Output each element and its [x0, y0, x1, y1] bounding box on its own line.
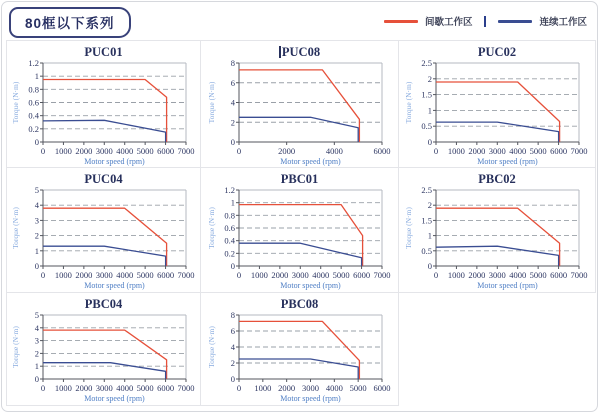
continuous-line [436, 122, 559, 142]
continuous-line [436, 246, 559, 266]
tick-label: 1 [427, 230, 432, 241]
tick-label: 0 [34, 261, 39, 271]
tick-label: 6 [230, 326, 235, 336]
chart-panel-pbc08 [201, 293, 399, 406]
tick-label: 2 [230, 358, 235, 368]
tick-label: 0 [34, 374, 39, 384]
chart-title-text: PUC08 [281, 44, 321, 59]
tick-label: 0 [40, 146, 45, 156]
tick-label: 3000 [488, 270, 506, 280]
header [2, 2, 597, 40]
chart-title [279, 44, 320, 59]
intermittent-line [239, 70, 359, 142]
chart-panel-puc01 [6, 40, 201, 168]
x-axis-label: Motor speed (rpm) [477, 281, 538, 290]
x-axis-label: Motor speed (rpm) [83, 281, 145, 290]
tick-label: 2000 [74, 146, 92, 156]
continuous-line [43, 120, 166, 142]
tick-label: 1 [34, 245, 39, 256]
chart-plot [205, 186, 395, 291]
tick-label: 6000 [373, 146, 390, 156]
tick-label: 0.2 [223, 248, 235, 259]
tick-label: 4 [34, 322, 39, 333]
continuous-line [239, 243, 362, 266]
tick-label: 2000 [468, 270, 486, 280]
y-axis-label: Torque (N·m) [10, 326, 20, 368]
continuous-line [239, 117, 358, 142]
intermittent-line [43, 208, 167, 266]
tick-label: 7000 [373, 270, 390, 280]
chart-title [281, 171, 319, 186]
tick-label: 5000 [349, 383, 367, 393]
tick-label: 0 [236, 270, 241, 280]
x-axis-label: Motor speed (rpm) [83, 394, 145, 403]
chart-plot [402, 186, 592, 291]
tick-label: 1000 [253, 383, 271, 393]
tick-label: 0.4 [223, 235, 235, 246]
intermittent-line-swatch [384, 20, 418, 23]
chart-panel-pbc02 [399, 168, 596, 293]
tick-label: 0.8 [27, 84, 39, 95]
y-axis-label: Torque (N·m) [404, 207, 413, 249]
tick-label: 0 [40, 383, 45, 393]
chart-title [84, 44, 122, 59]
tick-label: 5000 [332, 270, 350, 280]
chart-grid [6, 40, 597, 406]
tick-label: 1000 [250, 270, 268, 280]
tick-label: 0 [236, 146, 241, 156]
tick-label: 5 [34, 311, 39, 320]
tick-label: 3000 [291, 270, 309, 280]
tick-label: 2000 [468, 146, 486, 156]
tick-label: 1000 [54, 383, 72, 393]
tick-label: 7000 [177, 146, 194, 156]
y-axis-label: Torque (N·m) [10, 207, 20, 249]
tick-label: 2000 [74, 383, 92, 393]
tick-label: 5000 [529, 270, 547, 280]
tick-label: 6000 [373, 383, 390, 393]
tick-label: 4 [230, 97, 235, 108]
tick-label: 0 [230, 137, 235, 147]
tick-label: 0 [433, 146, 439, 156]
tick-label: 6000 [156, 146, 174, 156]
series-title: 80框以下系列 [25, 15, 115, 31]
tick-label: 3 [34, 215, 39, 226]
chart-panel-puc08 [201, 40, 399, 168]
x-axis-label: Motor speed (rpm) [477, 157, 538, 166]
tick-label: 2 [34, 348, 39, 359]
tick-label: 5000 [136, 270, 154, 280]
tick-label: 1.2 [27, 59, 39, 68]
continuous-line [43, 363, 166, 379]
chart-title-text: PBC04 [84, 296, 123, 311]
tick-label: 2000 [270, 270, 288, 280]
tick-label: 1.5 [421, 89, 432, 100]
tick-label: 0.4 [27, 110, 39, 121]
tick-label: 0 [236, 383, 241, 393]
tick-label: 0 [34, 137, 39, 147]
tick-label: 2 [427, 73, 432, 84]
tick-label: 6 [230, 77, 235, 88]
continuous-line-swatch [498, 20, 532, 23]
intermittent-line [43, 80, 167, 143]
tick-label: 4000 [115, 270, 133, 280]
tick-label: 4 [34, 200, 39, 211]
chart-title-text: PUC02 [477, 44, 517, 59]
tick-label: 4000 [115, 383, 133, 393]
tick-label: 2.5 [421, 186, 432, 195]
chart-title [84, 171, 122, 186]
empty-cell [399, 293, 596, 406]
tick-label: 7000 [570, 146, 588, 156]
intermittent-line [239, 205, 363, 266]
series-title-badge [9, 7, 131, 38]
tick-label: 2.5 [421, 59, 432, 68]
chart-plot [205, 59, 395, 167]
chart-plot [9, 59, 199, 167]
tick-label: 0.5 [421, 121, 432, 132]
x-axis-label: Motor speed (rpm) [83, 157, 145, 166]
intermittent-line [436, 208, 560, 266]
chart-title-text: PBC01 [280, 171, 319, 186]
tick-label: 1.2 [223, 186, 235, 195]
tick-label: 0 [40, 270, 45, 280]
tick-label: 1.5 [421, 215, 432, 226]
tick-label: 4000 [509, 270, 527, 280]
chart-plot [9, 186, 199, 291]
tick-label: 1 [34, 361, 39, 372]
intermittent-line [436, 82, 560, 142]
tick-label: 0.6 [27, 97, 39, 108]
y-axis-label: Torque (N·m) [206, 207, 216, 249]
tick-label: 4000 [311, 270, 329, 280]
tick-label: 7000 [570, 270, 588, 280]
tick-label: 1000 [447, 146, 465, 156]
y-axis-label: Torque (N·m) [10, 81, 20, 124]
legend-label-continuous: 连续工作区 [539, 17, 587, 28]
tick-label: 8 [230, 59, 235, 68]
tick-label: 2 [34, 230, 39, 241]
tick-label: 0 [230, 374, 235, 384]
tick-label: 1000 [54, 270, 72, 280]
tick-label: 1 [427, 105, 432, 116]
legend-separator [484, 16, 486, 27]
tick-label: 5000 [136, 146, 154, 156]
chart-plot [402, 59, 592, 167]
tick-label: 0 [433, 270, 439, 280]
chart-plot [205, 311, 395, 404]
tick-label: 4000 [115, 146, 133, 156]
chart-panel-puc04 [6, 168, 201, 293]
text-cursor [279, 46, 281, 58]
tick-label: 3000 [95, 383, 113, 393]
chart-plot [9, 311, 199, 404]
intermittent-line [239, 321, 359, 379]
chart-title [281, 296, 319, 311]
tick-label: 1000 [447, 270, 465, 280]
x-axis-label: Motor speed (rpm) [279, 281, 341, 290]
chart-title [85, 296, 123, 311]
chart-title [478, 44, 516, 59]
tick-label: 6000 [550, 146, 568, 156]
tick-label: 5 [34, 186, 39, 195]
tick-label: 2000 [277, 383, 295, 393]
continuous-line [239, 359, 358, 379]
legend-label-intermittent: 间歇工作区 [424, 17, 473, 28]
x-axis-label: Motor speed (rpm) [279, 394, 341, 403]
tick-label: 0 [230, 261, 235, 271]
tick-label: 4000 [509, 146, 527, 156]
tick-label: 3 [34, 335, 39, 346]
tick-label: 7000 [177, 270, 194, 280]
chart-panel-pbc01 [201, 168, 399, 293]
y-axis-label: Torque (N·m) [206, 81, 216, 124]
chart-title-text: PBC02 [478, 171, 516, 186]
chart-title-text: PUC01 [84, 44, 123, 59]
tick-label: 1 [230, 197, 235, 208]
tick-label: 0.8 [223, 210, 235, 221]
chart-title [478, 171, 516, 186]
tick-label: 8 [230, 311, 235, 320]
tick-label: 4000 [325, 146, 343, 156]
continuous-line [43, 246, 166, 266]
chart-title-text: PUC04 [84, 171, 123, 186]
tick-label: 1 [34, 71, 39, 82]
tick-label: 1000 [54, 146, 72, 156]
tick-label: 2000 [277, 146, 295, 156]
tick-label: 2000 [74, 270, 92, 280]
tick-label: 6000 [156, 383, 174, 393]
tick-label: 5000 [136, 383, 154, 393]
tick-label: 7000 [177, 383, 194, 393]
panel-frame [1, 1, 598, 412]
tick-label: 0.2 [27, 123, 39, 134]
tick-label: 3000 [488, 146, 506, 156]
chart-title-text: PBC08 [280, 296, 319, 311]
tick-label: 4 [230, 342, 235, 352]
tick-label: 3000 [95, 146, 113, 156]
legend [384, 14, 597, 28]
tick-label: 2 [230, 117, 235, 128]
tick-label: 5000 [529, 146, 547, 156]
tick-label: 0.6 [223, 223, 235, 233]
chart-panel-pbc04 [6, 293, 201, 406]
tick-label: 0 [427, 261, 432, 271]
tick-label: 0.5 [421, 245, 432, 256]
tick-label: 3000 [95, 270, 113, 280]
tick-label: 0 [427, 137, 432, 147]
tick-label: 6000 [352, 270, 370, 280]
tick-label: 6000 [550, 270, 568, 280]
y-axis-label: Torque (N·m) [404, 81, 413, 124]
tick-label: 6000 [156, 270, 174, 280]
chart-panel-puc02 [399, 40, 596, 168]
tick-label: 2 [427, 200, 432, 211]
intermittent-line [43, 330, 167, 379]
x-axis-label: Motor speed (rpm) [279, 157, 341, 166]
tick-label: 4000 [325, 383, 343, 393]
tick-label: 3000 [301, 383, 319, 393]
y-axis-label: Torque (N·m) [206, 326, 216, 368]
